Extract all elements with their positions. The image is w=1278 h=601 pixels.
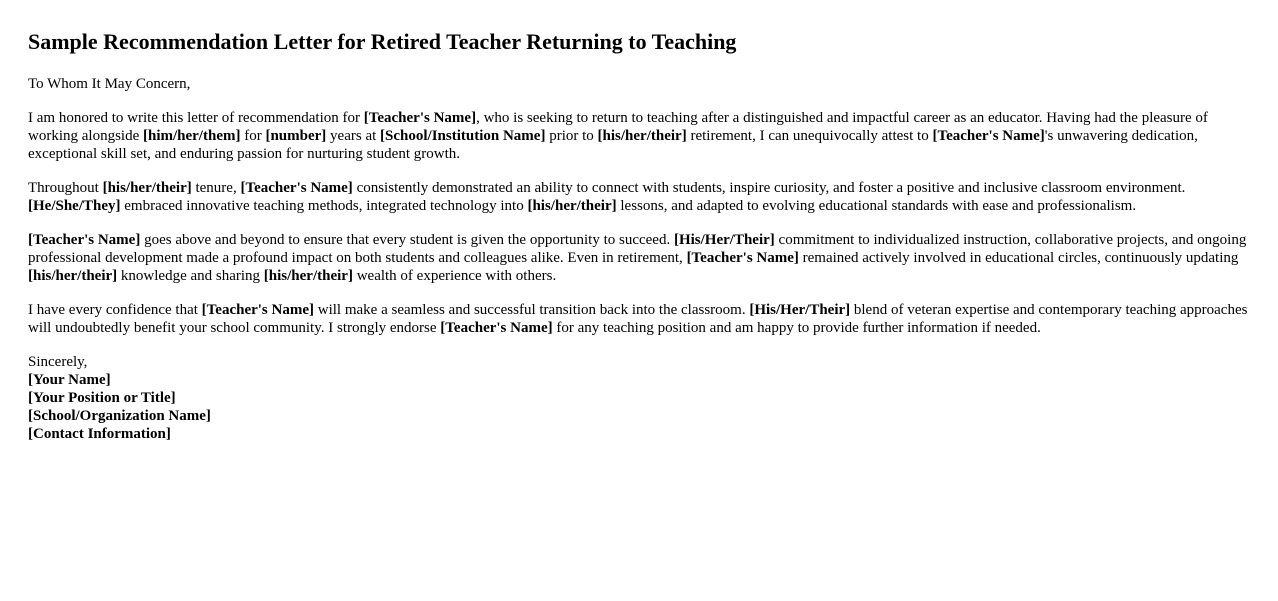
placeholder-field: [Teacher's Name] xyxy=(932,128,1045,144)
placeholder-field: [his/her/their] xyxy=(28,268,118,284)
paragraph-1 xyxy=(28,109,1250,163)
paragraph-text: goes above and beyond to ensure that every student is given the opportunity to succeed. xyxy=(140,232,674,248)
paragraph-text: commitment to individualized instruction, collaborative projects, and ongoing professional development made a profound impact on both students and colleagues alike. Even in retirement, xyxy=(28,232,1247,266)
paragraph-text: for xyxy=(240,128,266,144)
placeholder-field: [His/Her/Their] xyxy=(749,302,851,318)
placeholder-field: [number] xyxy=(265,128,327,144)
paragraph-text: wealth of experience with others. xyxy=(352,268,557,284)
paragraph-text: years at xyxy=(326,128,381,144)
paragraph-3 xyxy=(28,231,1250,285)
paragraph-text: tenure, xyxy=(191,180,241,196)
paragraph-text: will make a seamless and successful transition back into the classroom. xyxy=(314,302,750,318)
paragraph-text: I am honored to write this letter of recommendation for xyxy=(28,110,364,126)
paragraph-text: , who is seeking to return to teaching after a distinguished and impactful career as an educator. Having had the pleasure of working alongside xyxy=(28,110,1208,144)
paragraph-text: I have every confidence that xyxy=(28,302,202,318)
signature-organization: [School/Organization Name] xyxy=(28,408,211,424)
placeholder-field: [Teacher's Name] xyxy=(201,302,315,318)
signature-contact: [Contact Information] xyxy=(28,426,171,442)
placeholder-field: [His/Her/Their] xyxy=(673,232,775,248)
paragraph-text: Throughout xyxy=(28,180,103,196)
paragraph-2 xyxy=(28,179,1250,215)
paragraph-text: prior to xyxy=(545,128,598,144)
placeholder-field: [Teacher's Name] xyxy=(240,180,353,196)
placeholder-field: [him/her/them] xyxy=(142,128,241,144)
placeholder-field: [his/her/their] xyxy=(102,180,192,196)
paragraph-text: for any teaching position and am happy to provide further information if needed. xyxy=(552,320,1041,336)
salutation: To Whom It May Concern, xyxy=(28,76,191,92)
letter-document xyxy=(28,0,1250,443)
signature-block xyxy=(28,353,1250,443)
placeholder-field: [Teacher's Name] xyxy=(686,250,799,266)
paragraph-text: consistently demonstrated an ability to connect with students, inspire curiosity, and foster a positive and inclusive classroom environment. xyxy=(352,180,1186,196)
paragraph-4 xyxy=(28,301,1250,337)
placeholder-field: [Teacher's Name] xyxy=(440,320,553,336)
placeholder-field: [Teacher's Name] xyxy=(28,232,141,248)
placeholder-field: [his/her/their] xyxy=(263,268,353,284)
signature-position: [Your Position or Title] xyxy=(28,390,176,406)
placeholder-field: [Teacher's Name] xyxy=(363,110,477,126)
paragraph-text: retirement, I can unequivocally attest to xyxy=(686,128,933,144)
signature-name: [Your Name] xyxy=(28,372,111,388)
placeholder-field: [his/her/their] xyxy=(597,128,687,144)
placeholder-field: [He/She/They] xyxy=(28,198,121,214)
placeholder-field: [his/her/their] xyxy=(527,198,617,214)
paragraph-text: knowledge and sharing xyxy=(117,268,264,284)
paragraph-text: embraced innovative teaching methods, integrated technology into xyxy=(120,198,528,214)
paragraph-text: 's unwavering dedication, exceptional skill set, and enduring passion for nurturing student growth. xyxy=(28,128,1198,162)
paragraph-text: lessons, and adapted to evolving educational standards with ease and professionalism. xyxy=(616,198,1137,214)
page-title: Sample Recommendation Letter for Retired Teacher Returning to Teaching xyxy=(28,29,737,54)
closing: Sincerely, xyxy=(28,354,88,370)
placeholder-field: [School/Institution Name] xyxy=(380,128,546,144)
paragraph-text: blend of veteran expertise and contemporary teaching approaches will undoubtedly benefit your school community. I strongly endorse xyxy=(28,302,1248,336)
paragraph-text: remained actively involved in educational circles, continuously updating xyxy=(798,250,1239,266)
